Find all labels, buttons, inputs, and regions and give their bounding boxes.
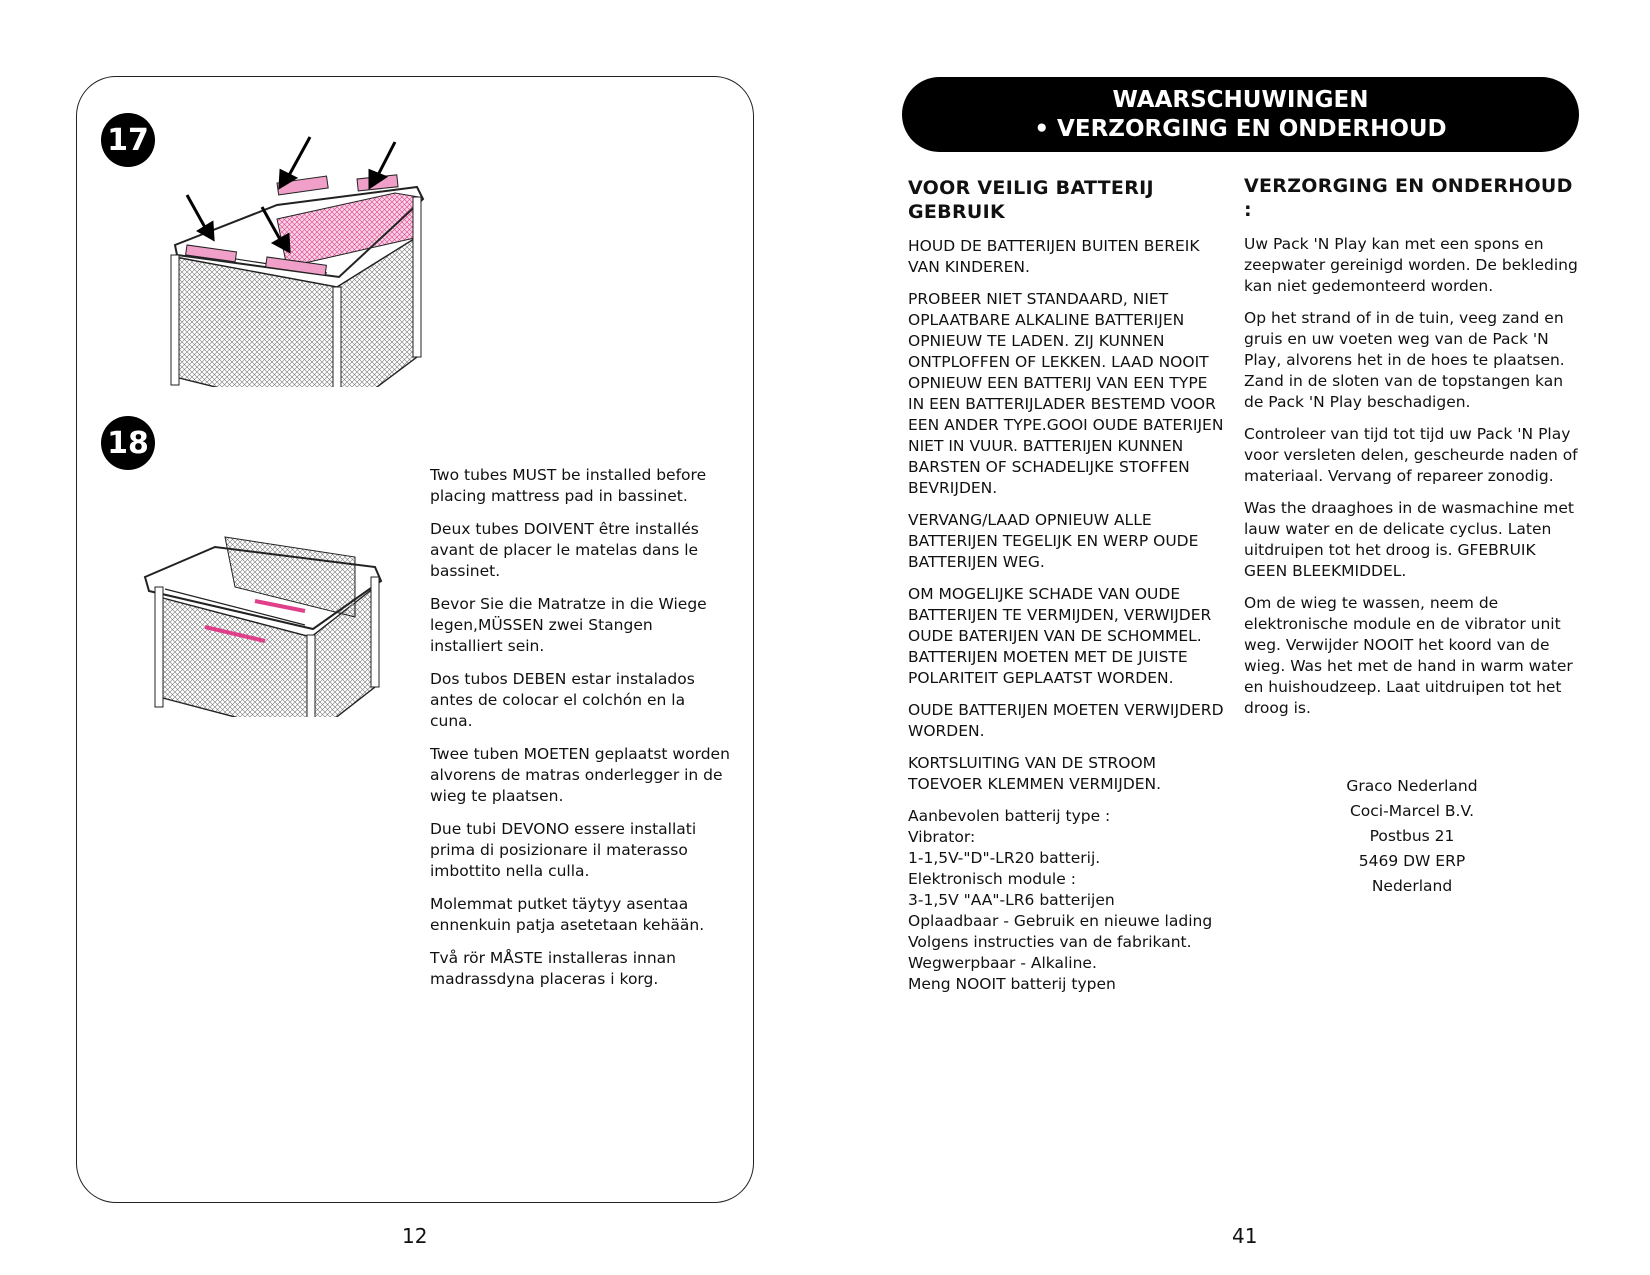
care-paragraph: Op het strand of in de tuin, veeg zand en gruis en uw voeten weg van de Pack 'N Play, alvorens het in de hoes te plaatsen. Zand in de sloten van de topstangen kan de Pack 'N Play beschadigen. [1244,309,1565,411]
address-line: 5469 DW ERP [1358,852,1466,870]
step-17-badge: 17 [101,113,155,167]
care-section-title: VERZORGING EN ONDERHOUD : [1244,175,1573,221]
care-paragraph: Uw Pack 'N Play kan met een spons en zeepwater gereinigd worden. De bekleding kan niet gedemonteerd worden. [1244,235,1578,295]
battery-line: Vibrator: [908,828,976,846]
instruction-dutch: Twee tuben MOETEN geplaatst worden alvorens de matras onderlegger in de wieg te plaatsen. [430,745,730,805]
battery-type-list [908,806,1224,995]
instruction-finnish: Molemmat putket täytyy asentaa ennenkuin patja asetetaan kehään. [430,895,705,934]
battery-line: 1-1,5V-"D"-LR20 batterij. [908,849,1101,867]
page-number-left: 12 [402,1224,428,1248]
playard-illustration-18 [135,477,395,717]
battery-line: Oplaadbaar - Gebruik en nieuwe lading [908,912,1213,930]
address-line: Postbus 21 [1369,827,1455,845]
battery-paragraph: PROBEER NIET STANDAARD, NIET OPLAATBARE ALKALINE BATTERIJEN OPNIEUW TE LADEN. ZIJ KUNNEN ONTPLOFFEN OF LEKKEN. LAAD NOOIT OPNIEUW EEN BATTERIJ VAN EEN TYPE IN EEN BATTERIJLADER BESTEMD VOOR EEN ANDER TYPE.GOOI OUDE BATERIJEN NIET IN VUUR. BATTERIJEN KUNNEN BARSTEN OF SCHADELIJKE STOFFEN BEVRIJDEN. [908,290,1224,497]
playard-illustration-17 [167,127,457,387]
battery-paragraph: OUDE BATTERIJEN MOETEN VERWIJDERD WORDEN. [908,701,1224,740]
care-paragraph: Controleer van tijd tot tijd uw Pack 'N Play voor versleten delen, gescheurde naden of materiaal. Vervang of repareer zonodig. [1244,425,1578,485]
care-paragraph: Was the draaghoes in de wasmachine met lauw water en de delicate cyclus. Laten uitdruipen tot het droog is. GFEBRUIK GEEN BLEEKMIDDEL. [1244,499,1574,580]
step-18-badge: 18 [101,416,155,470]
battery-paragraph: VERVANG/LAAD OPNIEUW ALLE BATTERIJEN TEGELIJK EN WERP OUDE BATTERIJEN WEG. [908,511,1199,571]
battery-paragraph: KORTSLUITING VAN DE STROOM TOEVOER KLEMMEN VERMIJDEN. [908,754,1162,793]
tube-installation-instructions [430,465,730,1002]
battery-paragraph: HOUD DE BATTERIJEN BUITEN BEREIK VAN KINDEREN. [908,237,1200,276]
company-address [1244,774,1580,899]
instruction-german: Bevor Sie die Matratze in die Wiege legen,MÜSSEN zwei Stangen installiert sein. [430,595,707,655]
battery-line: Volgens instructies van de fabrikant. [908,933,1192,951]
address-line: Graco Nederland [1346,777,1478,795]
battery-section-title: VOOR VEILIG BATTERIJ GEBRUIK [908,177,1154,223]
instruction-swedish: Två rör MÅSTE installeras innan madrassdyna placeras i korg. [430,949,676,988]
care-paragraph: Om de wieg te wassen, neem de elektronische module en de vibrator unit weg. Verwijder NOOIT het koord van de wieg. Was het met de hand in warm water en huishoudzeep. Laat uitdruipen tot het droog is. [1244,594,1573,717]
battery-paragraph: OM MOGELIJKE SCHADE VAN OUDE BATTERIJEN TE VERMIJDEN, VERWIJDER OUDE BATERIJEN VAN DE SCHOMMEL. BATTERIJEN MOETEN MET DE JUISTE POLARITEIT GEPLAATST WORDEN. [908,585,1212,687]
header-line-2: • VERZORGING EN ONDERHOUD [1034,115,1447,142]
battery-line: 3-1,5V "AA"-LR6 batterijen [908,891,1115,909]
instruction-spanish: Dos tubos DEBEN estar instalados antes de colocar el colchón en la cuna. [430,670,695,730]
address-line: Nederland [1371,877,1453,895]
address-line: Coci-Marcel B.V. [1349,802,1474,820]
section-header [902,77,1579,152]
instruction-italian: Due tubi DEVONO essere installati prima di posizionare il materasso imbottito nella culla. [430,820,697,880]
battery-line: Elektronisch module : [908,870,1076,888]
battery-line: Aanbevolen batterij type : [908,807,1111,825]
page-number-right: 41 [1232,1224,1258,1248]
header-line-1: WAARSCHUWINGEN [1112,86,1369,113]
battery-line: Meng NOOIT batterij typen [908,975,1116,993]
care-maintenance-column [1244,174,1580,730]
instruction-english: Two tubes MUST be installed before placing mattress pad in bassinet. [430,466,707,505]
battery-line: Wegwerpbaar - Alkaline. [908,954,1097,972]
instruction-french: Deux tubes DOIVENT être installés avant de placer le matelas dans le bassinet. [430,520,699,580]
battery-safety-column [908,176,1224,995]
